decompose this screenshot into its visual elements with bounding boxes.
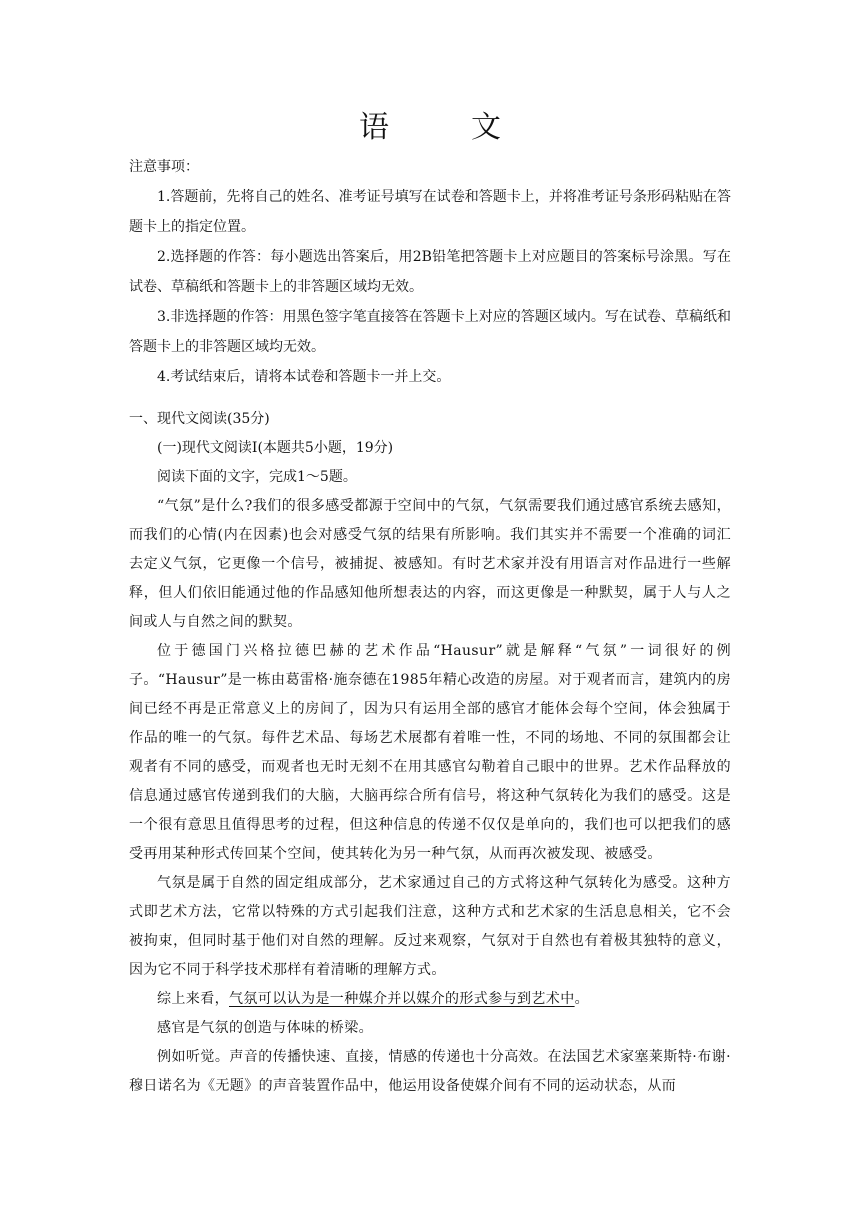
passage-paragraph: 感官是气氛的创造与体味的桥梁。 [157,1020,373,1036]
exam-notes [129,152,731,392]
section-heading: 一、现代文阅读(35分) [129,411,270,427]
underlined-sentence: 气氛可以认为是一种媒介并以媒介的形式参与到艺术中 [229,991,575,1007]
notes-item: 4.考试结束后，请将本试卷和答题卡一并上交。 [157,369,451,385]
passage-paragraph: “气氛”是什么?我们的很多感受都源于空间中的气氛，气氛需要我们通过感官系统去感知，而我们的心情(内在因素)也会对感受气氛的结果有所影响。我们其实并不需要一个准确的词汇去定义气氛，它更像一个信号，被捕捉、被感知。有时艺术家并没有用语言对作品进行一些解释，但人们依旧能通过他的作品感知他所想表达的内容，而这更像是一种默契，属于人与人之间或人与自然之间的默契。 [129,498,731,630]
notes-item: 1.答题前，先将自己的姓名、准考证号填写在试卷和答题卡上，并将准考证号条形码粘贴在答题卡上的指定位置。 [129,189,731,235]
notes-item: 3.非选择题的作答：用黑色签字笔直接答在答题卡上对应的答题区域内。写在试卷、草稿纸和答题卡上的非答题区域均无效。 [129,309,731,355]
summary-suffix: 。 [574,991,590,1007]
summary-prefix: 综上来看， [157,991,229,1007]
reading-section [129,405,731,1101]
passage-paragraph: 位于德国门兴格拉德巴赫的艺术作品“Hausur”就是解释“气氛”一词很好的例子。“Hausur”是一栋由葛雷格·施奈德在1985年精心改造的房屋。对于观者而言，建筑内的房间已经不再是正常意义上的房间了，因为只有运用全部的感官才能体会每个空间，体会独属于作品的唯一的气氛。每件艺术品、每场艺术展都有着唯一性，不同的场地、不同的氛围都会让观者有不同的感受，而观者也无时无刻不在用其感官勾勒着自己眼中的世界。艺术作品释放的信息通过感官传递到我们的大脑，大脑再综合所有信号，将这种气氛转化为我们的感受。这是一个很有意思且值得思考的过程，但这种信息的传递不仅仅是单向的，我们也可以把我们的感受再用某种形式传回某个空间，使其转化为另一种气氛，从而再次被发现、被感受。 [129,643,731,862]
instruction: 阅读下面的文字，完成1～5题。 [157,469,357,485]
notes-heading: 注意事项： [129,159,199,175]
sub-heading: (一)现代文阅读I(本题共5小题，19分) [157,440,394,456]
passage-paragraph: 气氛是属于自然的固定组成部分，艺术家通过自己的方式将这种气氛转化为感受。这种方式即艺术方法，它常以特殊的方式引起我们注意，这种方式和艺术家的生活息息相关，它不会被拘束，但同时基于他们对自然的理解。反过来观察，气氛对于自然也有着极其独特的意义，因为它不同于科学技术那样有着清晰的理解方式。 [129,875,731,978]
summary-paragraph [129,985,731,1014]
notes-item: 2.选择题的作答：每小题选出答案后，用2B铅笔把答题卡上对应题目的答案标号涂黑。写在试卷、草稿纸和答题卡上的非答题区域均无效。 [129,249,731,295]
page-title: 语 文 [359,110,527,145]
passage-paragraph: 例如听觉。声音的传播快速、直接，情感的传递也十分高效。在法国艺术家塞莱斯特·布谢·穆日诺名为《无题》的声音装置作品中，他运用设备使媒介间有不同的运动状态，从而 [129,1049,731,1094]
